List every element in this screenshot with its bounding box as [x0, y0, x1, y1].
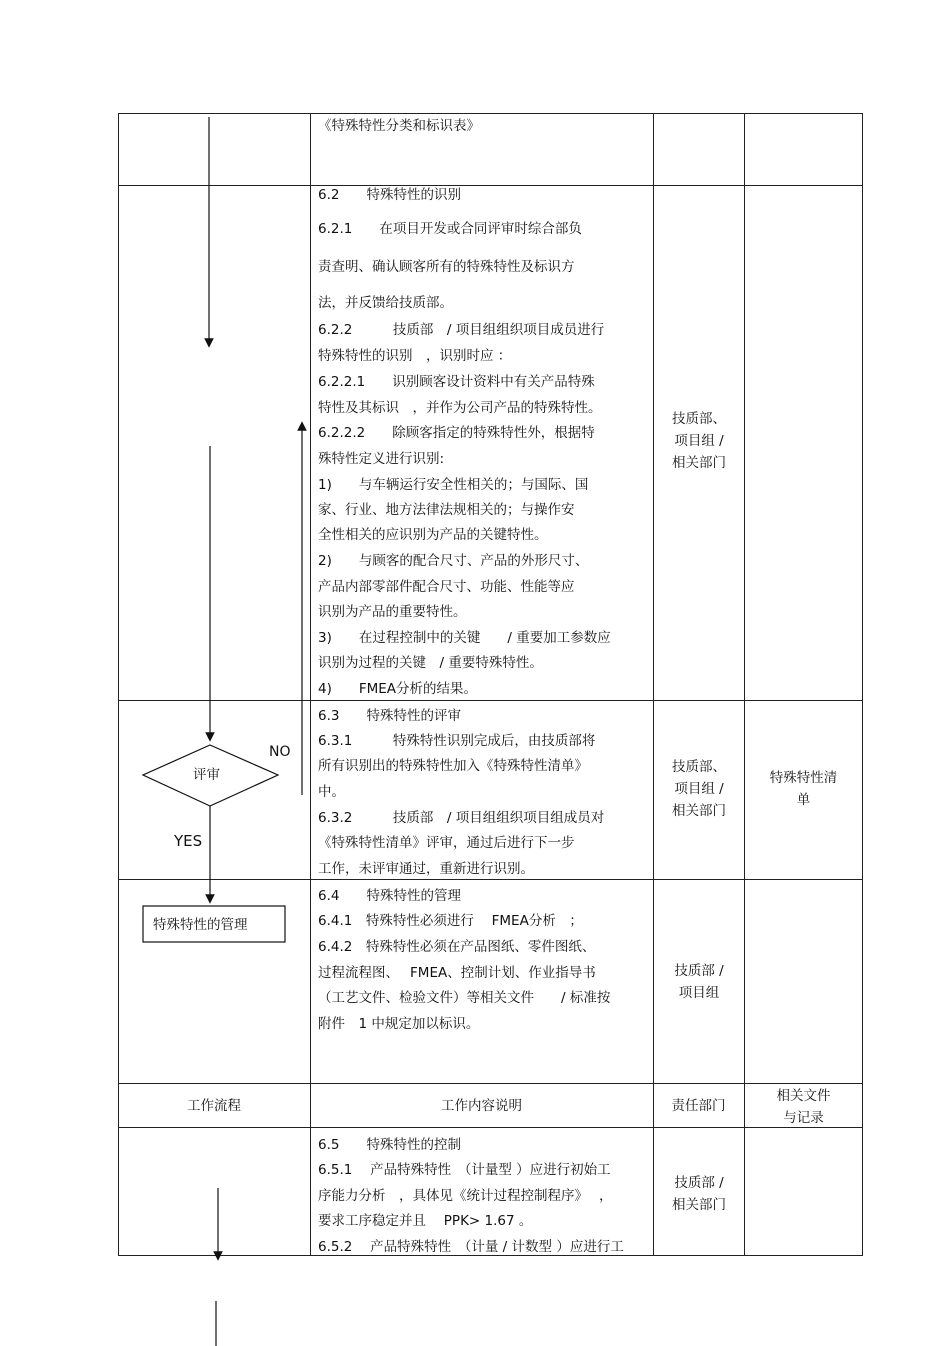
content-line: 家、行业、地方法律法规相关的；与操作安: [318, 502, 575, 518]
header-content: 工作内容说明: [441, 1098, 522, 1114]
content-line: 3) 在过程控制中的关键 / 重要加工参数应: [318, 630, 611, 646]
content-line: 6.5.1 产品特殊特性 （计量型 ）应进行初始工: [318, 1162, 611, 1178]
content-line: 识别为过程的关键 / 重要特殊特性。: [318, 655, 543, 671]
dept-line: 项目组 /: [674, 781, 724, 797]
dept-line: 技质部 /: [674, 963, 724, 979]
content-line: 6.5.2 产品特殊特性 （计量 / 计数型 ）应进行工: [318, 1239, 624, 1255]
docs-line: 单: [796, 792, 811, 808]
content-line: 《特殊特性清单》评审，通过后进行下一步: [318, 835, 575, 851]
content-line: 2) 与顾客的配合尺寸、产品的外形尺寸、: [318, 553, 589, 569]
content-line: 序能力分析 ，具体见《统计过程控制程序》 ，: [318, 1188, 613, 1204]
content-line: 《特殊特性分类和标识表》: [318, 118, 480, 134]
content-line: 附件 1 中规定加以标识。: [318, 1016, 480, 1032]
manage-box-label: 特殊特性的管理: [153, 917, 248, 933]
content-line: 特殊特性的识别 ，识别时应 ：: [318, 348, 512, 364]
content-line: 6.2.2.2 除顾客指定的特殊特性外，根据特: [318, 425, 595, 441]
no-label: NO: [269, 744, 291, 760]
content-line: 6.4.1 特殊特性必须进行 FMEA分析 ；: [318, 913, 583, 929]
content-line: 中。: [318, 784, 345, 800]
content-line: 4) FMEA分析的结果。: [318, 681, 478, 697]
docs-cell: [745, 767, 862, 811]
dept-cell: [654, 960, 744, 1004]
section-heading: 6.4 特殊特性的管理: [318, 888, 461, 904]
content-line: 产品内部零部件配合尺寸、功能、性能等应: [318, 579, 575, 595]
content-line: 工作，未评审通过，重新进行识别。: [318, 861, 534, 877]
dept-cell: [654, 756, 744, 822]
content-line: 特性及其标识 ，并作为公司产品的特殊特性。: [318, 400, 602, 416]
dept-line: 相关部门: [672, 455, 726, 471]
content-line: 所有识别出的特殊特性加入《特殊特性清单》: [318, 758, 588, 774]
header-flow: 工作流程: [187, 1098, 241, 1114]
dept-line: 相关部门: [672, 803, 726, 819]
dept-cell: [654, 408, 744, 474]
content-line: 6.3.2 技质部 / 项目组组织项目组成员对: [318, 810, 605, 826]
content-line: （工艺文件、检验文件）等相关文件 / 标准按: [318, 990, 611, 1006]
content-line: 全性相关的应识别为产品的关键特性。: [318, 527, 548, 543]
content-line: 6.3.1 特殊特性识别完成后，由技质部将: [318, 733, 596, 749]
review-diamond-label: 评审: [193, 767, 220, 783]
content-line: 1) 与车辆运行安全性相关的；与国际、国: [318, 477, 589, 493]
dept-line: 相关部门: [672, 1197, 726, 1213]
section-heading: 6.5 特殊特性的控制: [318, 1137, 461, 1153]
dept-line: 项目组: [678, 985, 720, 1001]
content-line: 责查明、确认顾客所有的特殊特性及标识方: [318, 259, 575, 275]
header-docs: [745, 1085, 862, 1129]
yes-label: YES: [174, 832, 203, 850]
content-line: 法，并反馈给技质部。: [318, 295, 453, 311]
header-docs-line: 相关文件: [776, 1088, 831, 1104]
content-line: 6.4.2 特殊特性必须在产品图纸、零件图纸、: [318, 939, 596, 955]
content-line: 6.2.2 技质部 / 项目组组织项目成员进行: [318, 322, 605, 338]
header-dept: 责任部门: [671, 1098, 726, 1114]
section-heading: 6.3 特殊特性的评审: [318, 708, 461, 724]
content-line: 6.2.1 在项目开发或合同评审时综合部负: [318, 221, 582, 237]
content-line: 殊特性定义进行识别:: [318, 451, 445, 467]
docs-line: 特殊特性清: [769, 770, 838, 786]
dept-line: 技质部、: [672, 411, 726, 427]
section-heading: 6.2 特殊特性的识别: [318, 187, 461, 203]
dept-line: 项目组 /: [674, 433, 724, 449]
header-docs-line: 与记录: [783, 1110, 824, 1126]
content-line: 过程流程图、 FMEA、控制计划、作业指导书: [318, 965, 596, 981]
content-line: 要求工序稳定并且 PPK> 1.67 。: [318, 1213, 533, 1229]
content-line: 6.2.2.1 识别顾客设计资料中有关产品特殊: [318, 374, 595, 390]
dept-line: 技质部、: [672, 759, 726, 775]
dept-line: 技质部 /: [674, 1175, 724, 1191]
dept-cell: [654, 1172, 744, 1216]
content-line: 识别为产品的重要特性。: [318, 604, 467, 620]
